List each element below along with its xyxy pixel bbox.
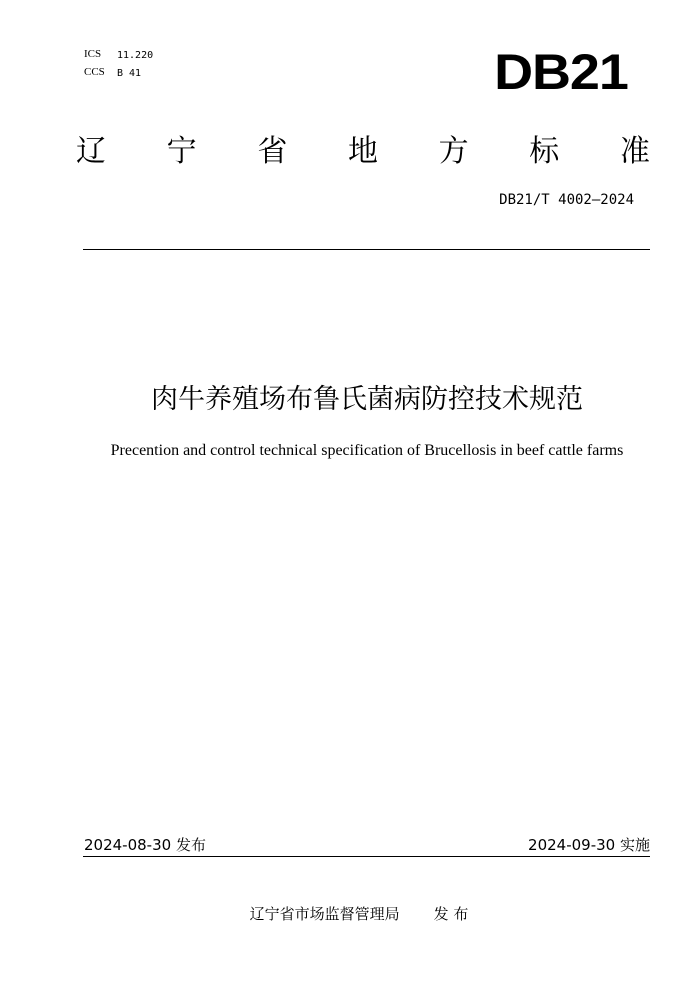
implement-date: 2024-09-30 实施 bbox=[528, 836, 650, 854]
ics-label: ICS bbox=[84, 48, 102, 60]
ics-value: 11.220 bbox=[117, 50, 154, 61]
standard-type-char: 辽 bbox=[76, 134, 106, 169]
standard-number: DB21/T 4002—2024 bbox=[499, 192, 634, 208]
standard-type-char: 省 bbox=[257, 134, 288, 169]
bottom-divider bbox=[83, 856, 650, 857]
top-divider bbox=[83, 249, 650, 250]
issuer-action: 发 布 bbox=[433, 905, 469, 923]
standard-type-heading bbox=[76, 132, 650, 172]
standard-type-char: 方 bbox=[438, 134, 469, 169]
ccs-label: CCS bbox=[84, 66, 105, 78]
title-chinese: 肉牛养殖场布鲁氏菌病防控技术规范 bbox=[151, 384, 583, 415]
standard-type-char: 标 bbox=[529, 134, 560, 169]
issuer-line bbox=[0, 903, 700, 925]
standard-mark: DB21 bbox=[494, 44, 628, 100]
title-english: Precention and control technical specification of Brucellosis in beef cattle farms bbox=[110, 442, 624, 459]
standard-type-char: 宁 bbox=[166, 134, 197, 169]
standard-type-char: 准 bbox=[619, 134, 650, 169]
ccs-value: B 41 bbox=[117, 68, 142, 79]
issuer-name: 辽宁省市场监督管理局 bbox=[249, 905, 400, 923]
standard-type-char: 地 bbox=[347, 134, 378, 169]
publish-date: 2024-08-30 发布 bbox=[84, 836, 206, 854]
